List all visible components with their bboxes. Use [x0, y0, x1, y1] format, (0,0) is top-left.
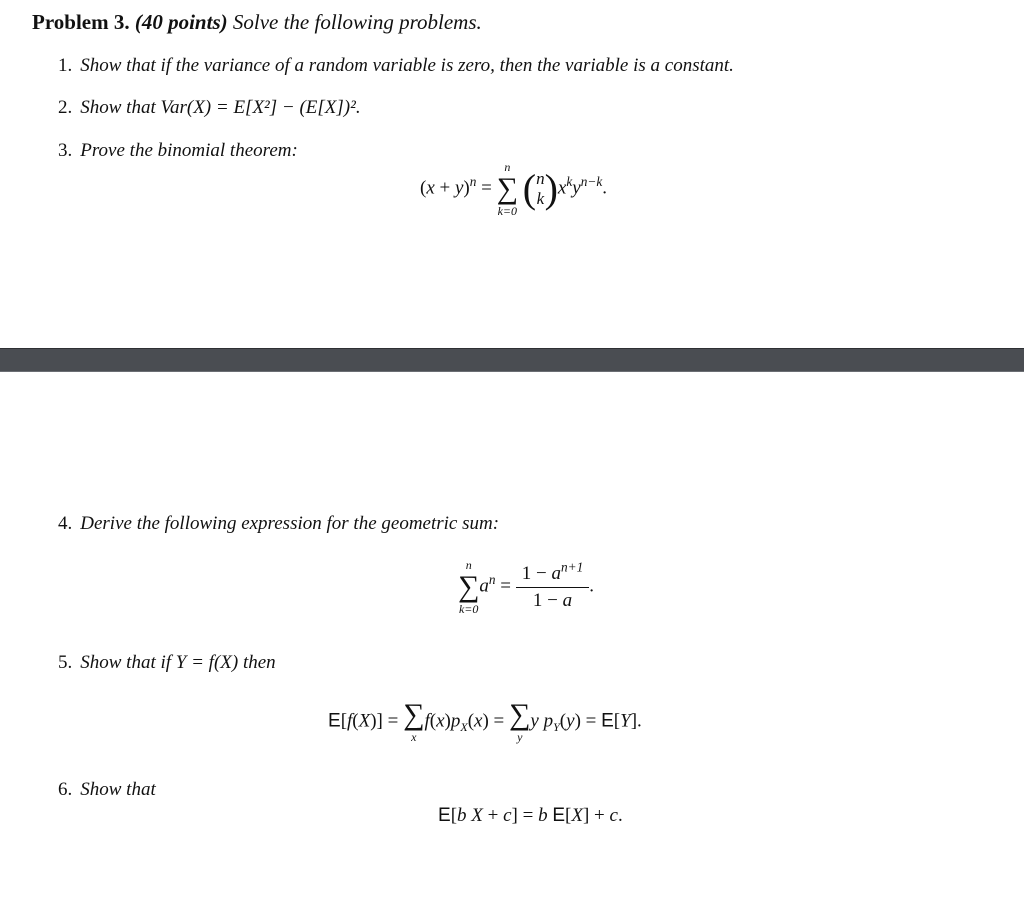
- item-5: [58, 652, 276, 674]
- item-6: [58, 779, 156, 801]
- item-text: Show that if the variance of a random variable is zero, then the variable is a constant.: [80, 55, 734, 76]
- binomial-equation: $(x + y)^n$ = n ∑ k=0 ( n k )$x^ky^{n-k}$.: [420, 160, 607, 218]
- lotus-equation: E[f(X)] = ∑ x $f(x)p_X(x)$ = ∑ y y $p_Y(y) = E[Y]$.: [328, 698, 642, 744]
- problem-title: [32, 10, 482, 35]
- geometric-equation: n ∑ k=0 $a^n$ = $\frac{1 - a^{n+1}}{1 - a}$ .: [458, 558, 595, 616]
- sum-symbol: ∑ x: [403, 698, 425, 744]
- item-number: 6.: [58, 779, 73, 800]
- item-4: [58, 513, 499, 535]
- item-2: [58, 97, 361, 119]
- item-text: Show that Var(X) = E[X²] − (E[X])².: [80, 97, 361, 118]
- item-number: 5.: [58, 652, 73, 673]
- problem-instruction: Solve the following problems.: [232, 10, 482, 34]
- item-3: [58, 140, 298, 162]
- item-number: 2.: [58, 97, 73, 118]
- item-1: [58, 55, 734, 77]
- page-divider: [0, 348, 1024, 372]
- item-number: 3.: [58, 140, 73, 161]
- sum-symbol: n ∑ k=0: [458, 558, 480, 616]
- item-text: Show that: [80, 779, 156, 800]
- sum-symbol: ∑ y: [509, 698, 531, 744]
- points-label: (40 points): [134, 10, 228, 34]
- fraction: $\frac{1 - a^{n+1}}{1 - a}$: [516, 563, 590, 612]
- problem-label: Problem 3.: [32, 10, 130, 34]
- item-text: Show that if Y = f(X) then: [80, 652, 276, 673]
- linearity-equation: E[b X + c] = b E[X] + c.: [438, 805, 623, 826]
- sum-symbol: n ∑ k=0: [496, 160, 519, 218]
- item-text: Derive the following expression for the geometric sum:: [80, 513, 500, 534]
- item-number: 1.: [58, 55, 73, 76]
- item-text: Prove the binomial theorem:: [80, 140, 298, 161]
- item-number: 4.: [58, 513, 73, 534]
